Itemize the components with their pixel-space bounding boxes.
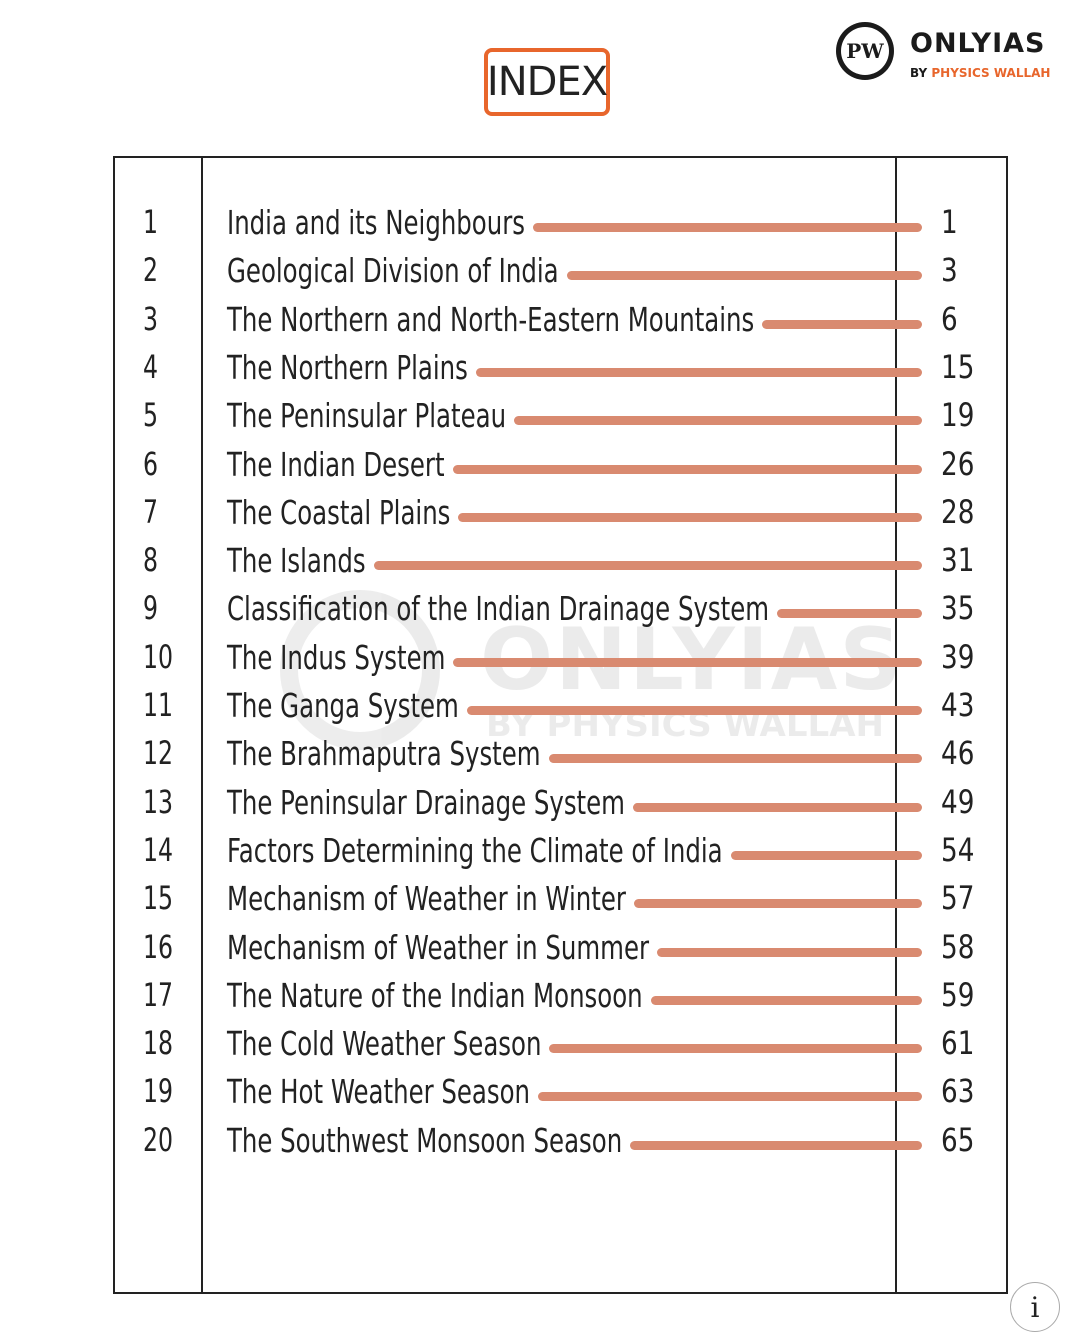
- leader-line: [453, 465, 922, 474]
- entry-number: 14: [143, 830, 174, 869]
- logo-tag-prefix: BY: [910, 66, 928, 80]
- entry-number: 5: [143, 396, 159, 435]
- entry-number: 8: [143, 541, 159, 580]
- index-entry: [0, 638, 1079, 686]
- pw-logo-icon: [836, 22, 894, 80]
- logo-tagline: [910, 66, 1050, 80]
- index-entry: [0, 589, 1079, 637]
- index-entry: [0, 445, 1079, 493]
- entry-number: 1: [143, 203, 159, 241]
- leader-line: [467, 706, 922, 715]
- index-entry: [0, 300, 1079, 348]
- index-entry: [0, 831, 1079, 879]
- entry-title: India and its Neighbours: [227, 203, 525, 242]
- entry-page-number: 1: [941, 203, 958, 241]
- index-heading: INDEX: [484, 48, 610, 116]
- entry-number: 12: [143, 734, 174, 773]
- entry-number: 10: [143, 637, 174, 676]
- entry-number: 16: [143, 927, 174, 966]
- leader-line: [777, 609, 922, 618]
- leader-line: [651, 996, 922, 1005]
- entry-page-number: 61: [941, 1024, 975, 1063]
- entry-number: 2: [143, 251, 159, 290]
- entry-page-number: 31: [941, 541, 975, 580]
- pw-monogram: PW: [841, 27, 889, 75]
- index-entry: [0, 1024, 1079, 1072]
- entry-title: The Indian Desert: [227, 444, 445, 484]
- entry-title: The Islands: [227, 541, 366, 581]
- entry-page-number: 19: [941, 396, 975, 435]
- entry-title: The Peninsular Drainage System: [227, 782, 625, 822]
- entry-title: Geological Division of India: [227, 251, 559, 291]
- entry-title: Classification of the Indian Drainage System: [227, 589, 770, 629]
- entry-page-number: 6: [941, 299, 958, 338]
- entry-title: The Indus System: [227, 637, 446, 677]
- entry-title: The Brahmaputra System: [227, 734, 541, 774]
- index-entry: [0, 396, 1079, 444]
- entry-number: 3: [143, 299, 159, 338]
- index-entry: [0, 1072, 1079, 1120]
- logo-name: ONLYIAS: [910, 28, 1046, 59]
- entry-title: The Northern and North-Eastern Mountains: [227, 299, 755, 339]
- leader-line: [533, 223, 922, 232]
- leader-line: [549, 1044, 922, 1053]
- entry-title: The Coastal Plains: [227, 492, 451, 532]
- entry-number: 15: [143, 879, 174, 918]
- entry-title: Mechanism of Weather in Winter: [227, 879, 626, 919]
- entry-title: The Nature of the Indian Monsoon: [227, 975, 643, 1015]
- entry-page-number: 58: [941, 927, 975, 966]
- entry-page-number: 46: [941, 734, 975, 773]
- entry-page-number: 63: [941, 1072, 975, 1111]
- entry-page-number: 49: [941, 782, 975, 821]
- index-entry: [0, 783, 1079, 831]
- brand-logo: [836, 22, 1056, 84]
- index-entry: [0, 928, 1079, 976]
- entry-number: 7: [143, 492, 159, 531]
- index-entry: [0, 251, 1079, 299]
- logo-tag-brand: PHYSICS WALLAH: [931, 66, 1051, 80]
- index-entry: [0, 976, 1079, 1024]
- watermark-name: ONLYIAS: [480, 610, 904, 710]
- leader-line: [762, 320, 922, 329]
- index-entry: [0, 203, 1079, 251]
- entry-number: 20: [143, 1120, 174, 1159]
- index-entry: [0, 734, 1079, 782]
- entry-title: The Peninsular Plateau: [227, 396, 507, 436]
- entry-page-number: 26: [941, 444, 975, 483]
- entry-number: 13: [143, 782, 174, 821]
- entry-page-number: 43: [941, 686, 975, 724]
- leader-line: [567, 271, 922, 280]
- entry-number: 19: [143, 1072, 174, 1111]
- entry-title: The Cold Weather Season: [227, 1024, 542, 1064]
- entry-number: 17: [143, 975, 174, 1014]
- entry-page-number: 39: [941, 637, 975, 676]
- entry-page-number: 65: [941, 1120, 975, 1159]
- leader-line: [476, 368, 922, 377]
- info-button[interactable]: i: [1010, 1282, 1060, 1332]
- entry-title: The Southwest Monsoon Season: [227, 1120, 623, 1160]
- entry-page-number: 59: [941, 975, 975, 1014]
- entry-title: The Hot Weather Season: [227, 1072, 531, 1112]
- leader-line: [630, 1141, 922, 1150]
- entry-title: Factors Determining the Climate of India: [227, 830, 723, 870]
- entry-page-number: 15: [941, 347, 975, 386]
- entry-number: 9: [143, 589, 159, 628]
- entry-page-number: 35: [941, 589, 975, 628]
- index-entry: [0, 541, 1079, 589]
- leader-line: [549, 754, 922, 763]
- leader-line: [633, 803, 922, 812]
- leader-line: [453, 658, 922, 667]
- leader-line: [538, 1092, 922, 1101]
- leader-line: [657, 948, 922, 957]
- entry-title: The Northern Plains: [227, 347, 468, 387]
- leader-line: [374, 561, 922, 570]
- entry-title: Mechanism of Weather in Summer: [227, 927, 650, 967]
- entry-page-number: 28: [941, 492, 975, 531]
- entry-number: 6: [143, 444, 159, 483]
- leader-line: [731, 851, 922, 860]
- index-entry: [0, 879, 1079, 927]
- leader-line: [514, 416, 922, 425]
- index-entry: [0, 348, 1079, 396]
- entry-number: 18: [143, 1024, 174, 1063]
- entry-page-number: 54: [941, 830, 975, 869]
- entry-number: 4: [143, 347, 159, 386]
- index-entry: [0, 686, 1079, 734]
- entry-page-number: 57: [941, 879, 975, 918]
- watermark-tagline: BY PHYSICS WALLAH: [486, 705, 884, 745]
- index-entry: [0, 493, 1079, 541]
- entry-title: The Ganga System: [227, 686, 459, 725]
- index-entry: [0, 1121, 1079, 1169]
- leader-line: [458, 513, 922, 522]
- entry-page-number: 3: [941, 251, 958, 290]
- leader-line: [634, 899, 922, 908]
- entry-number: 11: [143, 686, 174, 724]
